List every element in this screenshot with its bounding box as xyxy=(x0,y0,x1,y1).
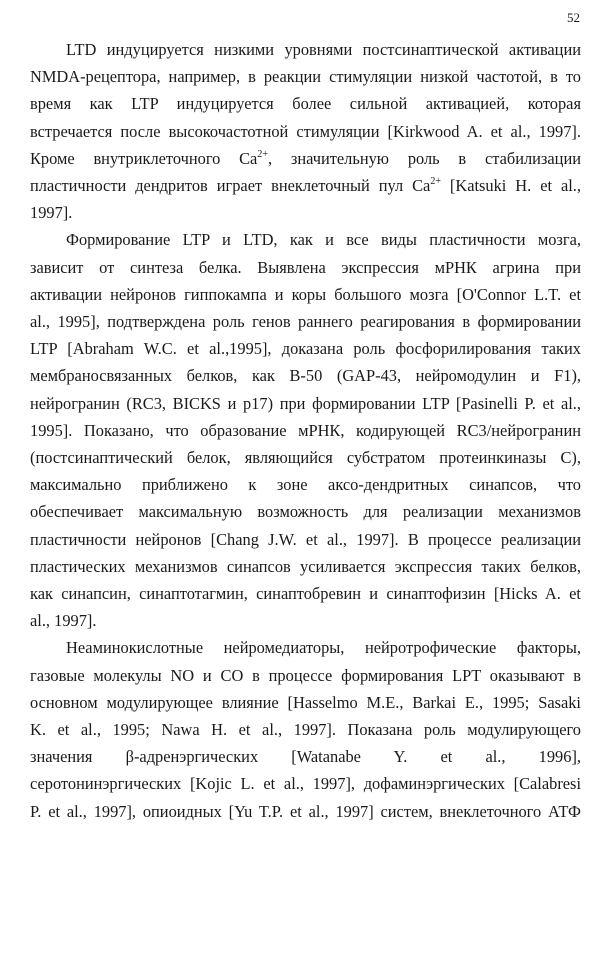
text-line: P. et al., 1997], опиоидных [Yu T.P. et al., 1997] систем, внеклеточного АТФ xyxy=(30,801,581,821)
text-line: основном модулирующее влияние [Hasselmo M.E., Barkai E., 1995; Sasaki xyxy=(30,692,581,712)
text-segment: [Katsuki H. et al., xyxy=(440,176,581,195)
text-line: NMDA-рецептора, например, в реакции стимуляции низкой частотой, в то xyxy=(30,67,581,87)
text-line: K. et al., 1995; Nawa H. et al., 1997]. Показана роль модулирующего xyxy=(30,720,581,739)
text-line xyxy=(30,176,581,196)
text-line: LTP [Abraham W.C. et al.,1995], доказана роль фосфорилирования таких xyxy=(30,339,581,359)
page-number: 52 xyxy=(567,10,580,25)
text-segment: пластичности дендритов играет внеклеточный пул Ca xyxy=(30,176,431,195)
text-segment: Кроме внутриклеточного Ca xyxy=(30,148,258,168)
text-line: зависит от синтеза белка. Выявлена экспрессия мРНК агрина при xyxy=(30,257,581,277)
superscript-charge: 2+ xyxy=(430,176,441,187)
superscript-charge: 2+ xyxy=(257,148,268,160)
text-line: 1995]. Показано, что образование мРНК, кодирующей RC3/нейрогранин xyxy=(30,420,581,440)
text-line: Формирование LTP и LTD, как и все виды пластичности мозга, xyxy=(66,230,581,250)
text-line: нейрогранин (RC3, BICKS и p17) при формировании LTP [Pasinelli P. et al., xyxy=(30,393,581,413)
text-line: значения β-адренэргических [Watanabe Y. et al., 1996], xyxy=(30,747,581,767)
text-line: как синапсин, синаптотагмин, синаптобревин и синаптофизин [Hicks A. et xyxy=(30,584,581,603)
text-line: пластических механизмов синапсов усиливается экспрессия таких белков, xyxy=(30,556,581,576)
text-line xyxy=(30,149,581,169)
text-line: активации нейронов гиппокампа и коры большого мозга [O'Connor L.T. et xyxy=(30,284,581,304)
text-line: al., 1995], подтверждена роль генов раннего реагирования в формировании xyxy=(30,312,581,331)
text-line: максимально приближено к зоне аксо-дендритных синапсов, что xyxy=(30,475,581,495)
text-segment: , значительную роль в стабилизации xyxy=(267,148,581,168)
text-line: LTD индуцируется низкими уровнями постсинаптической активации xyxy=(66,40,581,59)
text-line: газовые молекулы NO и CO в процессе формирования LPT оказывают в xyxy=(30,665,581,685)
text-line: встречается после высокочастотной стимуляции [Kirkwood A. et al., 1997]. xyxy=(30,121,581,141)
text-line: время как LTP индуцируется более сильной активацией, которая xyxy=(30,94,581,114)
text-line: (постсинаптический белок, являющийся субстратом протеинкиназы C), xyxy=(30,448,581,467)
text-line: мембраносвязанных белков, как B-50 (GAP-43, нейромодулин и F1), xyxy=(30,366,581,386)
text-line: 1997]. xyxy=(30,203,73,223)
text-line: пластичности нейронов [Chang J.W. et al., 1997]. В процессе реализации xyxy=(30,529,581,549)
text-line: al., 1997]. xyxy=(30,611,97,631)
text-line: обеспечивает максимальную возможность для реализации механизмов xyxy=(30,502,581,522)
text-line: серотонинэргических [Kojic L. et al., 1997], дофаминэргических [Calabresi xyxy=(30,774,581,794)
text-line: Неаминокислотные нейромедиаторы, нейротрофические факторы, xyxy=(66,638,581,658)
